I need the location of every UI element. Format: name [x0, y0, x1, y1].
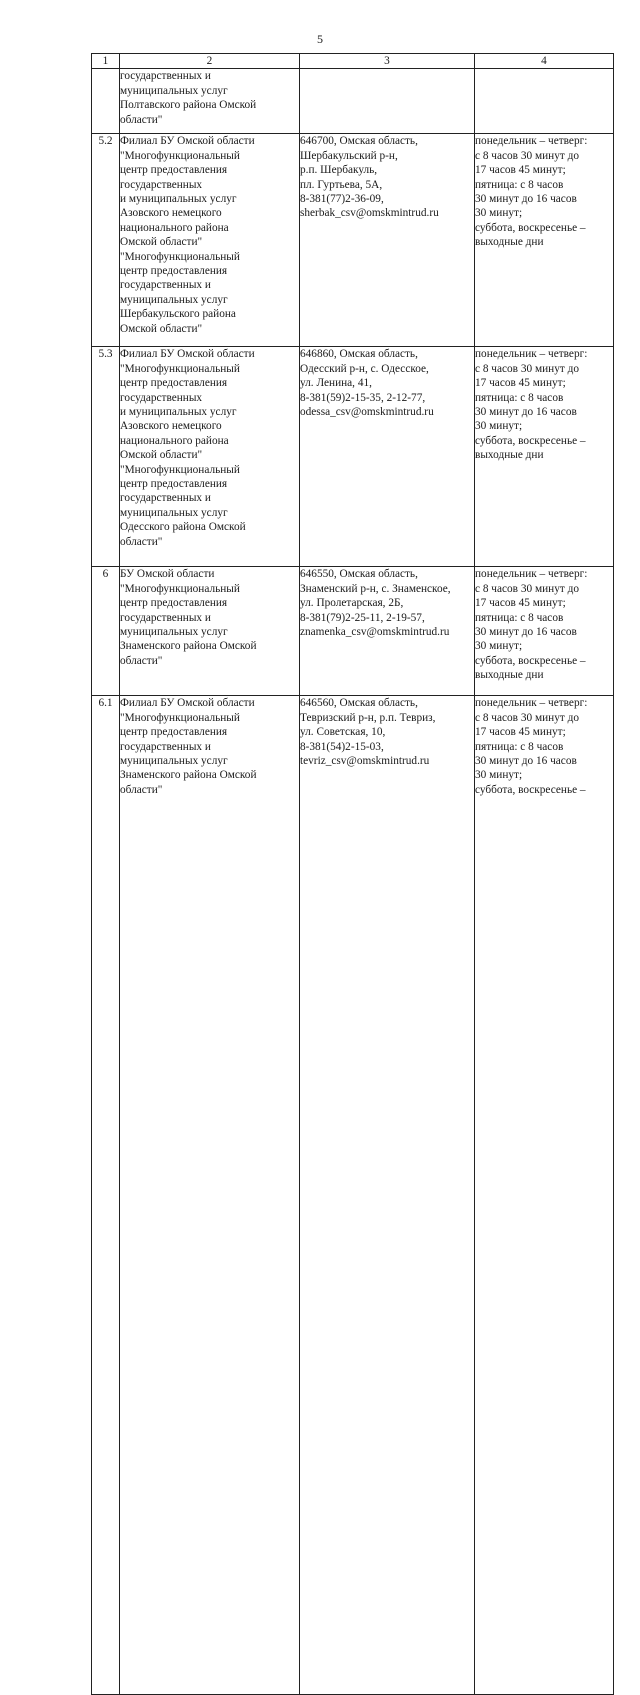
organization-name-line: Знаменского района Омской [120, 640, 257, 653]
organization-name-line: Шербакульского района [120, 308, 236, 321]
row-number [92, 69, 120, 134]
organization-name-cell [120, 696, 300, 1695]
organization-name-line: "Многофункциональный [120, 582, 240, 595]
organization-name-line: государственных и [120, 70, 211, 83]
working-hours-line: 30 минут до 16 часов [475, 406, 577, 419]
organization-name-line: и муниципальных услуг [120, 193, 237, 206]
mfc-offices-table [91, 53, 614, 1695]
organization-name-line: Омской области" [120, 449, 203, 462]
address-line: 646560, Омская область, [300, 697, 418, 710]
address-line: ул. Ленина, 41, [300, 377, 372, 390]
row-number: 6.1 [92, 696, 120, 1695]
working-hours-line: 30 минут до 16 часов [475, 626, 577, 639]
working-hours-line: выходные дни [475, 449, 544, 462]
working-hours-line: с 8 часов 30 минут до [475, 149, 579, 162]
organization-name-line: центр предоставления [120, 478, 228, 491]
organization-name-line: муниципальных услуг [120, 84, 228, 97]
organization-name-line: государственных [120, 391, 203, 404]
address-line: sherbak_csv@omskmintrud.ru [300, 207, 439, 220]
address-cell [300, 696, 475, 1695]
organization-name-line: области" [120, 113, 163, 126]
organization-name-line: Знаменского района Омской [120, 769, 257, 782]
organization-name-line: области" [120, 535, 163, 548]
address-line: р.п. Шербакуль, [300, 164, 378, 177]
address-line: 646860, Омская область, [300, 348, 418, 361]
address-cell [300, 69, 475, 134]
header-col-1: 1 [92, 54, 120, 69]
organization-name-cell [120, 347, 300, 567]
organization-name-line: "Многофункциональный [120, 362, 240, 375]
working-hours-cell [475, 134, 614, 347]
address-line: 8-381(54)2-15-03, [300, 740, 384, 753]
organization-name-line: центр предоставления [120, 164, 228, 177]
row-number: 5.2 [92, 134, 120, 347]
header-col-2: 2 [120, 54, 300, 69]
working-hours-line: с 8 часов 30 минут до [475, 711, 579, 724]
address-line: Знаменский р-н, с. Знаменское, [300, 582, 451, 595]
organization-name-line: "Многофункциональный [120, 250, 240, 263]
working-hours-cell [475, 567, 614, 696]
organization-name-line: национального района [120, 434, 229, 447]
working-hours-line: понедельник – четверг: [475, 697, 588, 710]
organization-name-line: государственных [120, 178, 203, 191]
address-line: пл. Гуртьева, 5А, [300, 178, 383, 191]
organization-name-line: государственных и [120, 740, 211, 753]
organization-name-line: муниципальных услуг [120, 293, 228, 306]
organization-name-line: государственных и [120, 279, 211, 292]
working-hours-line: 30 минут; [475, 420, 523, 433]
organization-name-line: центр предоставления [120, 726, 228, 739]
table-row [92, 567, 614, 696]
working-hours-line: суббота, воскресенье – [475, 221, 586, 234]
address-line: tevriz_csv@omskmintrud.ru [300, 755, 430, 768]
organization-name-line: государственных и [120, 611, 211, 624]
header-col-3: 3 [300, 54, 475, 69]
organization-name-line: государственных и [120, 492, 211, 505]
row-number: 5.3 [92, 347, 120, 567]
address-line: Шербакульский р-н, [300, 149, 398, 162]
organization-name-line: области" [120, 783, 163, 796]
table-row [92, 134, 614, 347]
address-line: odessa_csv@omskmintrud.ru [300, 406, 434, 419]
working-hours-line: суббота, воскресенье – [475, 654, 586, 667]
address-line: Тевризский р-н, р.п. Тевриз, [300, 711, 436, 724]
working-hours-line: с 8 часов 30 минут до [475, 582, 579, 595]
organization-name-line: Полтавского района Омской [120, 99, 257, 112]
organization-name-line: национального района [120, 221, 229, 234]
working-hours-cell [475, 347, 614, 567]
working-hours-line: 17 часов 45 минут; [475, 377, 566, 390]
working-hours-line: понедельник – четверг: [475, 135, 588, 148]
header-col-4: 4 [475, 54, 614, 69]
organization-name-line: Филиал БУ Омской области [120, 348, 255, 361]
working-hours-line: выходные дни [475, 669, 544, 682]
address-line: 646700, Омская область, [300, 135, 418, 148]
organization-name-line: муниципальных услуг [120, 755, 228, 768]
address-line: 8-381(59)2-15-35, 2-12-77, [300, 391, 426, 404]
organization-name-line: муниципальных услуг [120, 506, 228, 519]
organization-name-cell [120, 134, 300, 347]
working-hours-line: пятница: с 8 часов [475, 740, 564, 753]
working-hours-line: 17 часов 45 минут; [475, 597, 566, 610]
organization-name-line: и муниципальных услуг [120, 406, 237, 419]
working-hours-line: пятница: с 8 часов [475, 178, 564, 191]
organization-name-cell [120, 69, 300, 134]
table-row [92, 347, 614, 567]
working-hours-line: 17 часов 45 минут; [475, 164, 566, 177]
working-hours-cell [475, 696, 614, 1695]
organization-name-line: Азовского немецкого [120, 420, 222, 433]
working-hours-line: понедельник – четверг: [475, 348, 588, 361]
address-line: ул. Пролетарская, 2Б, [300, 597, 404, 610]
organization-name-line: БУ Омской области [120, 568, 215, 581]
organization-name-line: "Многофункциональный [120, 711, 240, 724]
table-row-continuation [92, 69, 614, 134]
address-cell [300, 567, 475, 696]
table-row [92, 696, 614, 1695]
working-hours-cell [475, 69, 614, 134]
organization-name-line: муниципальных услуг [120, 626, 228, 639]
address-cell [300, 134, 475, 347]
page-number: 5 [317, 32, 323, 46]
working-hours-line: 30 минут до 16 часов [475, 193, 577, 206]
address-line: 8-381(79)2-25-11, 2-19-57, [300, 611, 425, 624]
header-row [92, 54, 614, 69]
address-line: ул. Советская, 10, [300, 726, 386, 739]
working-hours-line: выходные дни [475, 236, 544, 249]
organization-name-cell [120, 567, 300, 696]
address-line: znamenka_csv@omskmintrud.ru [300, 626, 450, 639]
address-line: 8-381(77)2-36-09, [300, 193, 384, 206]
organization-name-line: Филиал БУ Омской области [120, 697, 255, 710]
organization-name-line: Филиал БУ Омской области [120, 135, 255, 148]
working-hours-line: 30 минут; [475, 207, 523, 220]
address-cell [300, 347, 475, 567]
address-line: Одесский р-н, с. Одесское, [300, 362, 429, 375]
working-hours-line: 17 часов 45 минут; [475, 726, 566, 739]
working-hours-line: пятница: с 8 часов [475, 391, 564, 404]
row-number: 6 [92, 567, 120, 696]
working-hours-line: с 8 часов 30 минут до [475, 362, 579, 375]
working-hours-line: 30 минут; [475, 640, 523, 653]
organization-name-line: Омской области" [120, 236, 203, 249]
working-hours-line: пятница: с 8 часов [475, 611, 564, 624]
working-hours-line: понедельник – четверг: [475, 568, 588, 581]
organization-name-line: Омской области" [120, 322, 203, 335]
address-line: 646550, Омская область, [300, 568, 418, 581]
organization-name-line: центр предоставления [120, 377, 228, 390]
organization-name-line: области" [120, 654, 163, 667]
working-hours-line: суббота, воскресенье – [475, 783, 586, 796]
working-hours-line: 30 минут до 16 часов [475, 755, 577, 768]
organization-name-line: Азовского немецкого [120, 207, 222, 220]
working-hours-line: суббота, воскресенье – [475, 434, 586, 447]
organization-name-line: Одесского района Омской [120, 521, 246, 534]
organization-name-line: центр предоставления [120, 265, 228, 278]
organization-name-line: центр предоставления [120, 597, 228, 610]
organization-name-line: "Многофункциональный [120, 463, 240, 476]
organization-name-line: "Многофункциональный [120, 149, 240, 162]
working-hours-line: 30 минут; [475, 769, 523, 782]
